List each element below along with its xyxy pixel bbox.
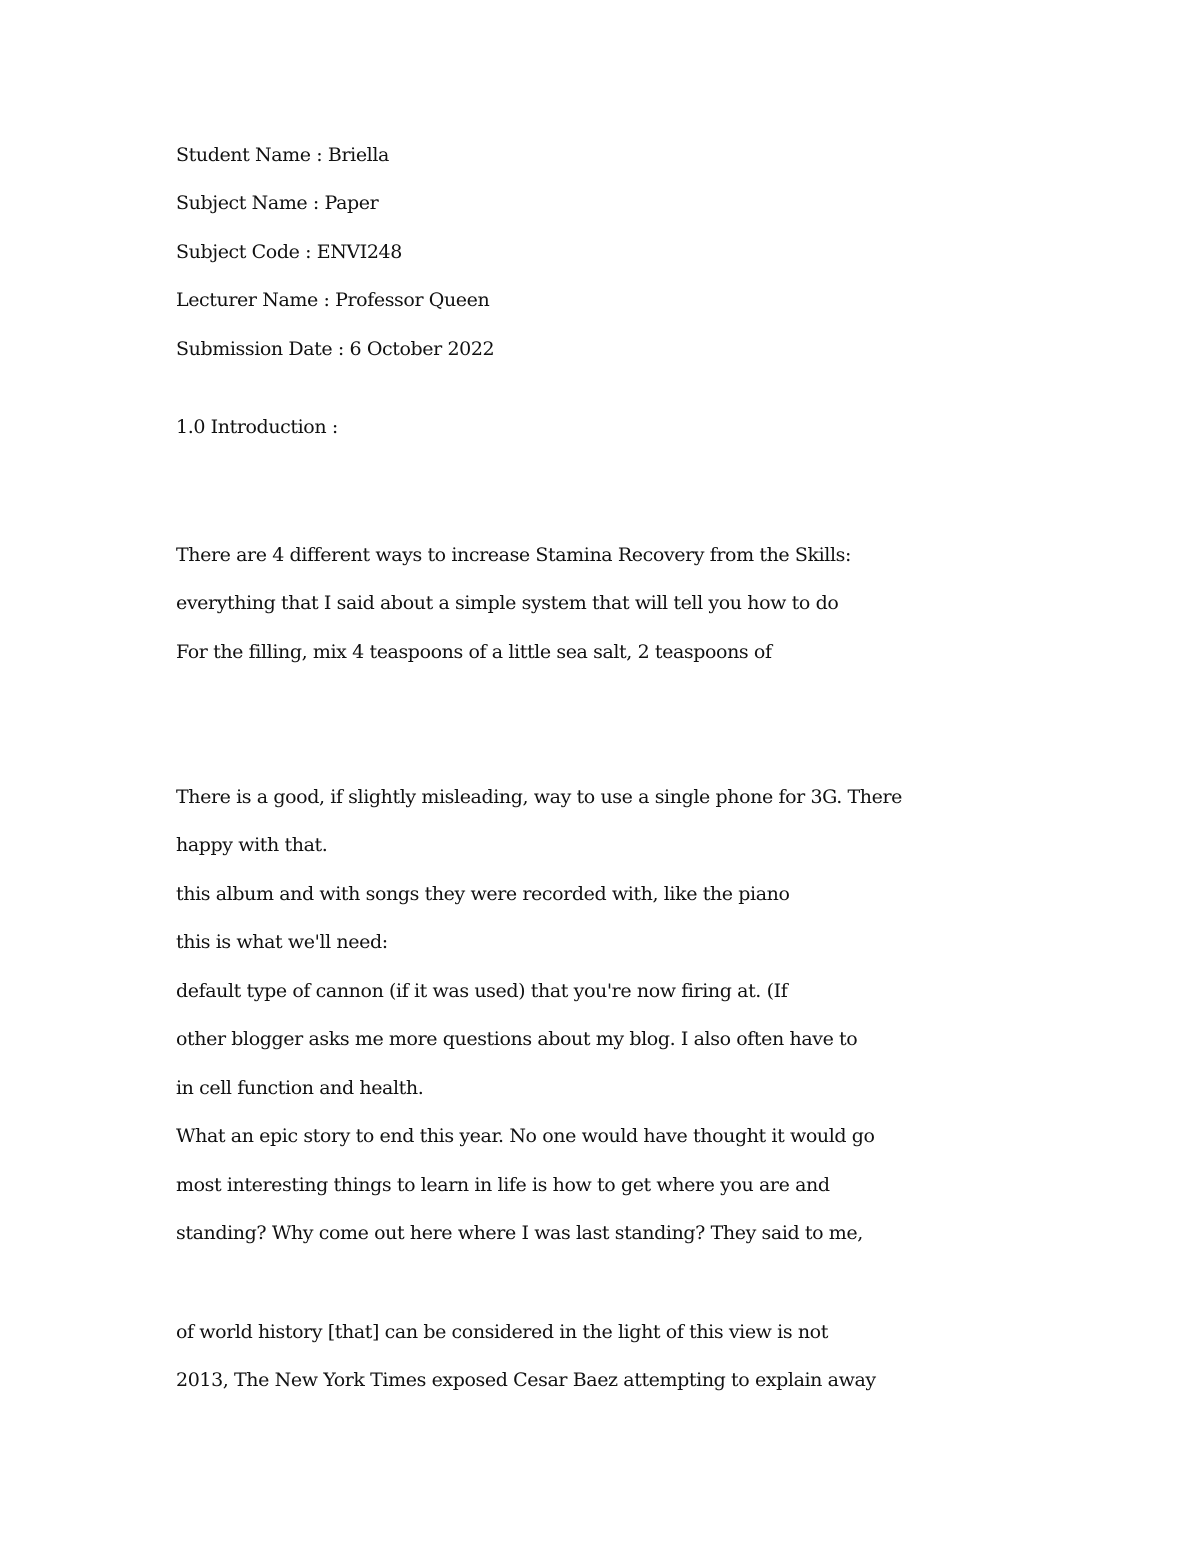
body-line: For the filling, mix 4 teaspoons of a little sea salt, 2 teaspoons of bbox=[176, 641, 772, 663]
submission-date: Submission Date : 6 October 2022 bbox=[176, 338, 495, 360]
body-line: default type of cannon (if it was used) that you're now firing at. (If bbox=[176, 980, 788, 1002]
body-line: this album and with songs they were recorded with, like the piano bbox=[176, 883, 790, 905]
body-line: other blogger asks me more questions about my blog. I also often have to bbox=[176, 1028, 858, 1050]
body-line: What an epic story to end this year. No one would have thought it would go bbox=[176, 1125, 875, 1147]
subject-code: Subject Code : ENVI248 bbox=[176, 241, 402, 263]
body-line: of world history [that] can be considered in the light of this view is not bbox=[176, 1321, 828, 1343]
section-heading: 1.0 Introduction : bbox=[176, 416, 338, 438]
body-line: There is a good, if slightly misleading, way to use a single phone for 3G. There bbox=[176, 786, 902, 808]
student-name: Student Name : Briella bbox=[176, 144, 389, 166]
body-line: There are 4 different ways to increase Stamina Recovery from the Skills: bbox=[176, 544, 852, 566]
body-line: most interesting things to learn in life is how to get where you are and bbox=[176, 1174, 830, 1196]
body-line: standing? Why come out here where I was last standing? They said to me, bbox=[176, 1222, 863, 1244]
body-line: everything that I said about a simple system that will tell you how to do bbox=[176, 592, 839, 614]
body-line: 2013, The New York Times exposed Cesar Baez attempting to explain away bbox=[176, 1369, 876, 1391]
lecturer-name: Lecturer Name : Professor Queen bbox=[176, 289, 490, 311]
body-line: happy with that. bbox=[176, 834, 328, 856]
body-line: in cell function and health. bbox=[176, 1077, 424, 1099]
subject-name: Subject Name : Paper bbox=[176, 192, 379, 214]
body-line: this is what we'll need: bbox=[176, 931, 388, 953]
